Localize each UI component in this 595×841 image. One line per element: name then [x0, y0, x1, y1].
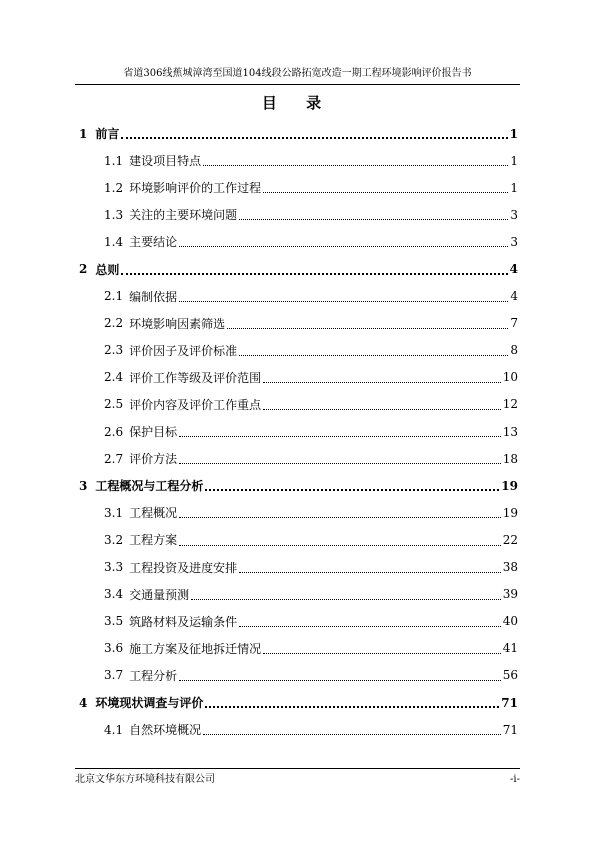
toc-entry-page: 56: [502, 668, 518, 683]
toc-entry-page: 1: [509, 126, 518, 141]
toc-dot-leader: [179, 545, 501, 546]
toc-entry-number: 4: [79, 695, 88, 710]
toc-entry-label: 工程分析: [129, 668, 178, 683]
toc-entry-page: 4: [509, 262, 518, 277]
toc-entry-number: 3.2: [104, 532, 124, 547]
toc-dot-leader: [203, 734, 501, 735]
toc-entry-page: 1: [510, 153, 518, 168]
toc-section-entry[interactable]: [77, 337, 518, 364]
toc-entry-page: 8: [510, 343, 518, 358]
footer-company: 北京文华东方环境科技有限公司: [75, 774, 215, 785]
toc-chapter-entry[interactable]: [77, 255, 518, 282]
toc-entry-page: 13: [502, 424, 518, 439]
toc-entry-number: 1.4: [104, 234, 124, 249]
page-title: 目 录: [261, 94, 334, 112]
toc-entry-label: 主要结论: [129, 235, 178, 250]
running-header: [75, 66, 520, 85]
toc-dot-leader: [179, 301, 508, 302]
toc-entry-label: 自然环境概况: [129, 723, 202, 738]
toc-section-entry[interactable]: [77, 526, 518, 553]
table-of-contents: [77, 120, 518, 743]
toc-entry-page: 22: [502, 532, 518, 547]
toc-dot-leader: [239, 572, 501, 573]
toc-entry-page: 7: [510, 316, 518, 331]
toc-entry-label: 建设项目特点: [129, 154, 202, 169]
toc-section-entry[interactable]: [77, 662, 518, 689]
toc-entry-label: 评价工作等级及评价范围: [129, 370, 262, 385]
toc-entry-number: 2.7: [104, 451, 124, 466]
toc-entry-page: 71: [502, 722, 518, 737]
toc-entry-label: 评价因子及评价标准: [129, 343, 238, 358]
toc-entry-label: 环境影响评价的工作过程: [129, 181, 262, 196]
toc-entry-label: 关注的主要环境问题: [129, 208, 238, 223]
toc-entry-page: 39: [502, 587, 518, 602]
toc-dot-leader: [191, 599, 501, 600]
toc-section-entry[interactable]: [77, 716, 518, 743]
toc-entry-label: 交通量预测: [129, 587, 190, 602]
toc-entry-number: 3: [79, 478, 88, 493]
toc-entry-number: 2.5: [104, 397, 124, 412]
running-header-title: 省道306线蕉城漳湾至国道104线段公路拓宽改造一期工程环境影响评价报告书: [123, 68, 472, 79]
toc-dot-leader: [179, 436, 501, 437]
toc-dot-leader: [179, 517, 501, 518]
toc-entry-number: 1.2: [104, 180, 124, 195]
toc-entry-label: 筑路材料及运输条件: [129, 614, 238, 629]
toc-entry-label: 环境现状调查与评价: [95, 696, 204, 711]
toc-dot-leader: [179, 680, 501, 681]
toc-entry-number: 1.3: [104, 207, 124, 222]
toc-entry-page: 10: [502, 370, 518, 385]
toc-entry-number: 2.4: [104, 370, 124, 385]
toc-section-entry[interactable]: [77, 174, 518, 201]
toc-entry-number: 3.1: [104, 505, 124, 520]
toc-dot-leader: [205, 706, 499, 708]
toc-dot-leader: [205, 489, 499, 491]
toc-dot-leader: [263, 409, 501, 410]
toc-entry-page: 19: [502, 505, 518, 520]
toc-entry-label: 评价内容及评价工作重点: [129, 397, 262, 412]
toc-dot-leader: [263, 653, 501, 654]
toc-entry-label: 工程方案: [129, 533, 178, 548]
toc-entry-page: 3: [510, 234, 518, 249]
toc-chapter-entry[interactable]: [77, 120, 518, 147]
toc-section-entry[interactable]: [77, 445, 518, 472]
toc-section-entry[interactable]: [77, 364, 518, 391]
footer-page-number: -i-: [510, 774, 520, 785]
toc-entry-page: 1: [510, 180, 518, 195]
toc-dot-leader: [239, 626, 501, 627]
toc-dot-leader: [239, 219, 508, 220]
toc-entry-number: 3.4: [104, 587, 124, 602]
toc-entry-label: 工程概况: [129, 506, 178, 521]
toc-entry-page: 4: [510, 289, 518, 304]
toc-dot-leader: [263, 382, 501, 383]
toc-section-entry[interactable]: [77, 608, 518, 635]
toc-dot-leader: [121, 273, 507, 275]
toc-entry-number: 1: [79, 126, 88, 141]
toc-entry-label: 工程投资及进度安排: [129, 560, 238, 575]
toc-chapter-entry[interactable]: [77, 689, 518, 716]
toc-entry-label: 工程概况与工程分析: [95, 479, 204, 494]
toc-chapter-entry[interactable]: [77, 472, 518, 499]
toc-entry-number: 4.1: [104, 722, 124, 737]
toc-entry-page: 19: [501, 478, 518, 493]
toc-section-entry[interactable]: [77, 391, 518, 418]
toc-entry-page: 18: [502, 451, 518, 466]
toc-entry-label: 总则: [95, 262, 120, 277]
toc-entry-number: 3.7: [104, 668, 124, 683]
toc-entry-number: 2.6: [104, 424, 124, 439]
toc-section-entry[interactable]: [77, 147, 518, 174]
toc-entry-label: 环境影响因素筛选: [129, 316, 226, 331]
toc-section-entry[interactable]: [77, 499, 518, 526]
toc-entry-number: 2.2: [104, 316, 124, 331]
toc-dot-leader: [121, 137, 507, 139]
toc-dot-leader: [263, 192, 508, 193]
toc-section-entry[interactable]: [77, 228, 518, 255]
toc-entry-number: 3.6: [104, 641, 124, 656]
toc-entry-number: 2.3: [104, 343, 124, 358]
toc-entry-page: 38: [502, 560, 518, 575]
toc-entry-label: 编制依据: [129, 289, 178, 304]
toc-section-entry[interactable]: [77, 635, 518, 662]
toc-entry-page: 3: [510, 207, 518, 222]
toc-entry-page: 12: [502, 397, 518, 412]
toc-section-entry[interactable]: [77, 418, 518, 445]
toc-section-entry[interactable]: [77, 283, 518, 310]
toc-entry-page: 40: [502, 614, 518, 629]
toc-entry-number: 2.1: [104, 289, 124, 304]
toc-entry-page: 41: [502, 641, 518, 656]
toc-dot-leader: [239, 355, 508, 356]
toc-entry-page: 71: [501, 695, 518, 710]
toc-entry-label: 施工方案及征地拆迁情况: [129, 641, 262, 656]
page-footer: [75, 768, 520, 788]
toc-dot-leader: [179, 463, 501, 464]
toc-entry-label: 前言: [95, 127, 120, 142]
toc-section-entry[interactable]: [77, 201, 518, 228]
toc-dot-leader: [179, 246, 508, 247]
toc-entry-number: 3.3: [104, 560, 124, 575]
toc-entry-number: 1.1: [104, 153, 124, 168]
toc-dot-leader: [227, 328, 508, 329]
toc-dot-leader: [203, 165, 508, 166]
toc-entry-label: 保护目标: [129, 425, 178, 440]
toc-section-entry[interactable]: [77, 310, 518, 337]
toc-section-entry[interactable]: [77, 581, 518, 608]
toc-entry-number: 3.5: [104, 614, 124, 629]
toc-entry-label: 评价方法: [129, 452, 178, 467]
toc-entry-number: 2: [79, 262, 88, 277]
toc-section-entry[interactable]: [77, 554, 518, 581]
